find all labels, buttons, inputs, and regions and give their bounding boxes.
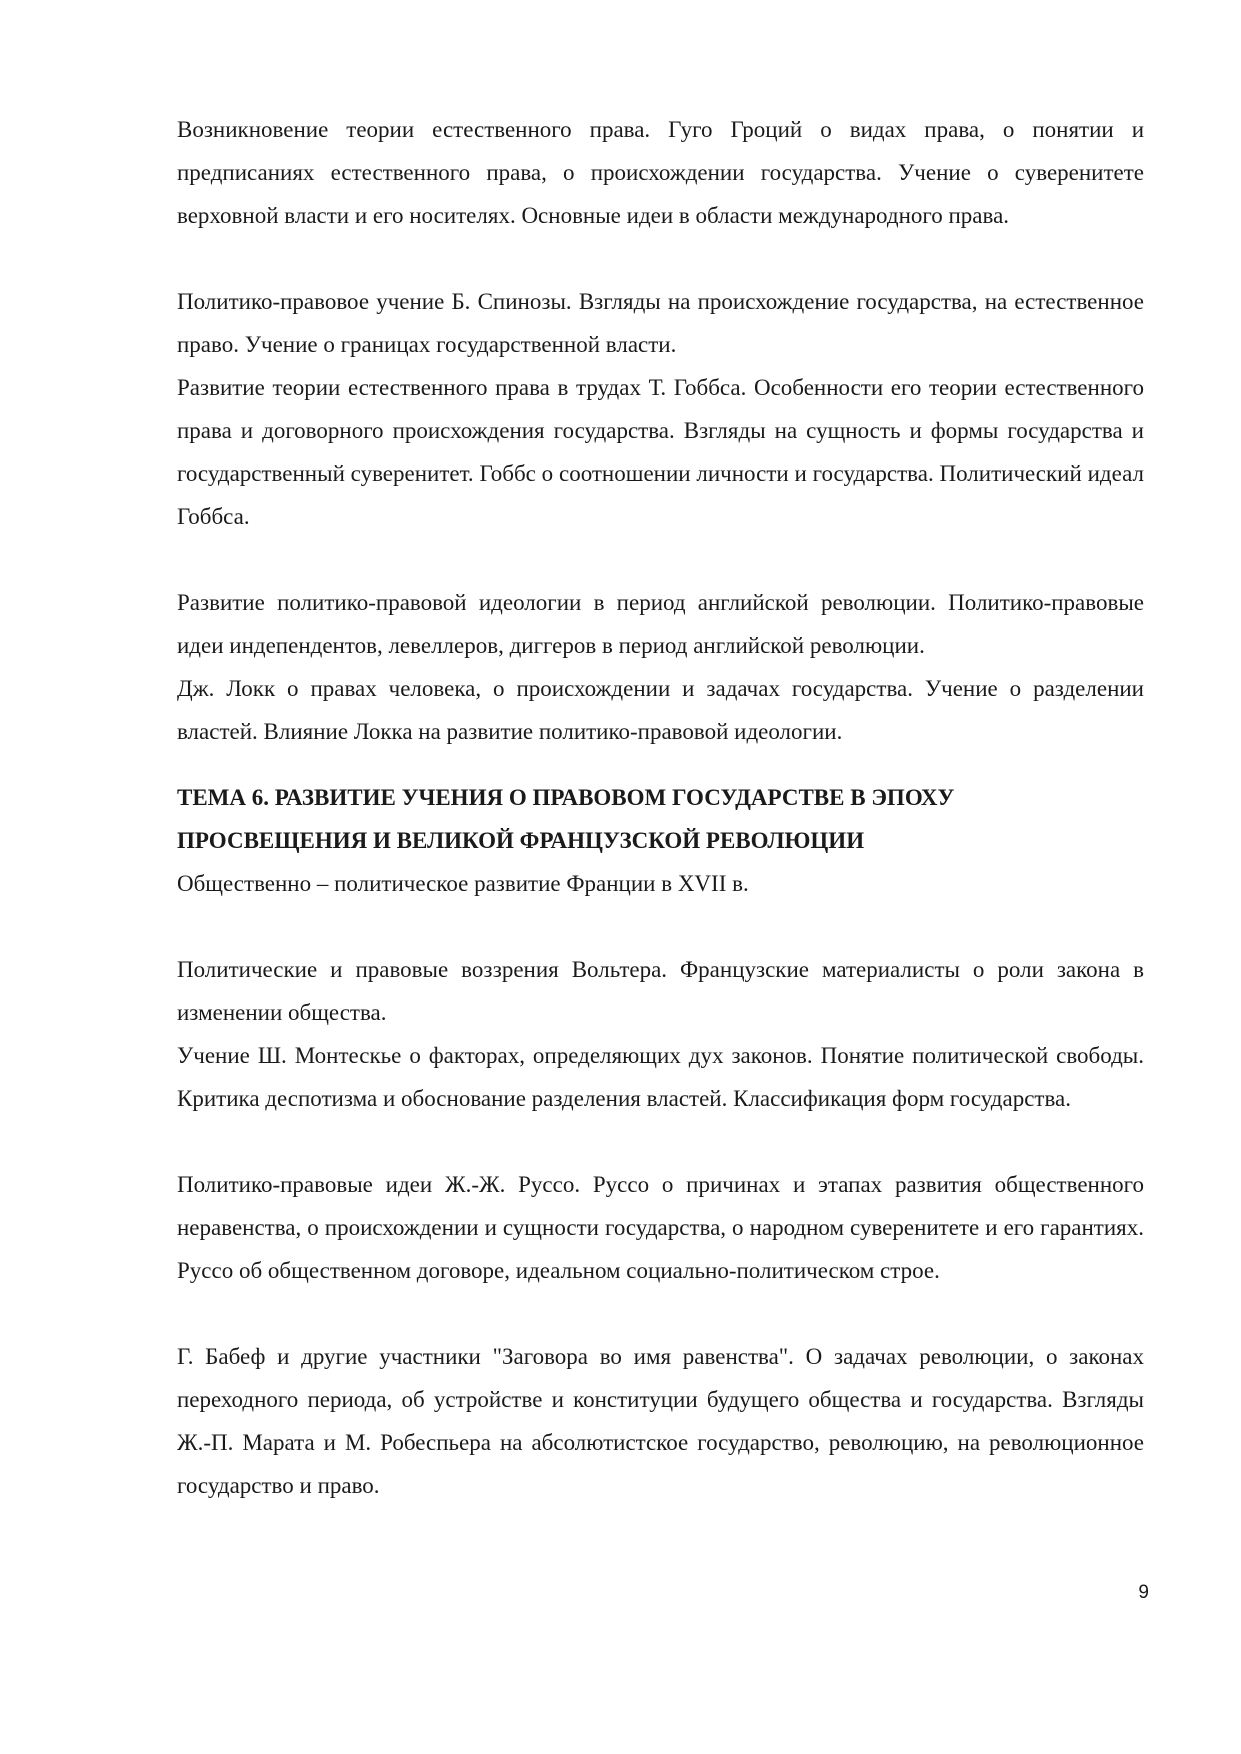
paragraph-spinoza: Политико-правовое учение Б. Спинозы. Взгляды на происхождение государства, на естественное право. Учение о границах государственной власти.	[177, 289, 1144, 357]
page-content	[177, 108, 1144, 1507]
section-heading: ТЕМА 6. РАЗВИТИЕ УЧЕНИЯ О ПРАВОВОМ ГОСУДАРСТВЕ В ЭПОХУ ПРОСВЕЩЕНИЯ И ВЕЛИКОЙ ФРАНЦУЗСКОЙ РЕВОЛЮЦИИ	[177, 785, 955, 853]
paragraph-english-revolution: Развитие политико-правовой идеологии в период английской революции. Политико-правовые идеи индепендентов, левеллеров, диггеров в период английской революции.	[177, 590, 1144, 658]
paragraph-montesquieu: Учение Ш. Монтескье о факторах, определяющих дух законов. Понятие политической свободы. Критика деспотизма и обоснование разделения властей. Классификация форм государства.	[177, 1043, 1144, 1111]
paragraph-voltaire: Политические и правовые воззрения Вольтера. Французские материалисты о роли закона в изменении общества.	[177, 957, 1144, 1025]
paragraph-babeuf: Г. Бабеф и другие участники "Заговора во имя равенства". О задачах революции, о законах переходного периода, об устройстве и конституции будущего общества и государства. Взгляды Ж.-П. Марата и М. Робеспьера на абсолютистское государство, революцию, на революционное государство и право.	[177, 1344, 1144, 1498]
paragraph-grotius: Возникновение теории естественного права. Гуго Гроций о видах права, о понятии и предписаниях естественного права, о происхождении государства. Учение о суверенитете верховной власти и его носителях. Основные идеи в области международного права.	[177, 117, 1144, 228]
paragraph-france-development: Общественно – политическое развитие Франции в XVII в.	[177, 871, 749, 896]
paragraph-rousseau: Политико-правовые идеи Ж.-Ж. Руссо. Руссо о причинах и этапах развития общественного неравенства, о происхождении и сущности государства, о народном суверенитете и его гарантиях. Руссо об общественном договоре, идеальном социально-политическом строе.	[177, 1172, 1144, 1283]
paragraph-locke: Дж. Локк о правах человека, о происхождении и задачах государства. Учение о разделении властей. Влияние Локка на развитие политико-правовой идеологии.	[177, 676, 1144, 744]
paragraph-hobbes: Развитие теории естественного права в трудах Т. Гоббса. Особенности его теории естественного права и договорного происхождения государства. Взгляды на сущность и формы государства и государственный суверенитет. Гоббс о соотношении личности и государства. Политический идеал Гоббса.	[177, 375, 1144, 529]
page-number: 9	[1138, 1582, 1149, 1603]
